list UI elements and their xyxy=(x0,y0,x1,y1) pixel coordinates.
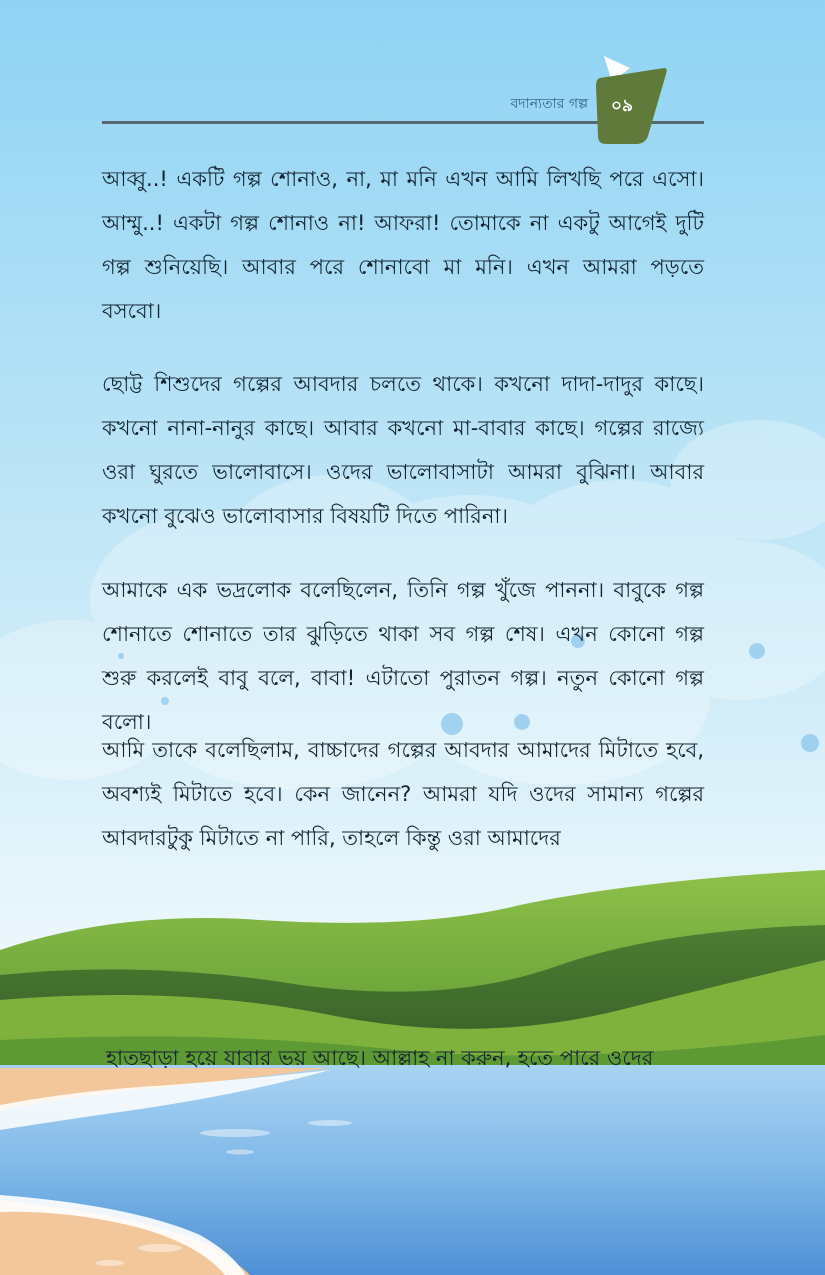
continuation-line: হাতছাড়া হয়ে যাবার ভয় আছে। আল্লাহ না করুন, হতে পারে ওদের xyxy=(106,1046,654,1070)
page-number: ০৯ xyxy=(610,96,634,116)
paragraph-3: আমাকে এক ভদ্রলোক বলেছিলেন, তিনি গল্প খুঁজে পাননা। বাবুকে গল্প শোনাতে শোনাতে তার ঝুড়িতে থাকা সব গল্প শেষ। এখন কোনো গল্প শুরু করলেই বাবু বলে, বাবা! এটাতো পুরাতন গল্প। নতুন কোনো গল্প বলো। xyxy=(102,578,704,734)
paragraph-4: আমি তাকে বলেছিলাম, বাচ্চাদের গল্পের আবদার আমাদের মিটাতে হবে, অবশ্যই মিটাতে হবে। কেন জানেন? আমরা যদি ওদের সামান্য গল্পের আবদারটুকু মিটাতে না পারি, তাহলে কিন্তু ওরা আমাদের xyxy=(102,738,704,850)
running-header-title: বদান্যতার গল্প xyxy=(510,96,588,112)
paragraph-1: আব্বু..! একটি গল্প শোনাও, না, মা মনি এখন আমি লিখছি পরে এসো। আম্মু..! একটা গল্প শোনাও না! আফরা! তোমাকে না একটু আগেই দুটি গল্প শুনিয়েছি। আবার পরে শোনাবো মা মনি। এখন আমরা পড়তে বসবো। xyxy=(102,167,704,323)
paragraph-2: ছোট্ট শিশুদের গল্পের আবদার চলতে থাকে। কখনো দাদা-দাদুর কাছে। কখনো নানা-নানুর কাছে। আবার কখনো মা-বাবার কাছে। গল্পের রাজ্যে ওরা ঘুরতে ভালোবাসে। ওদের ভালোবাসাটা আমরা বুঝিনা। আবার কখনো বুঝেও ভালোবাসার বিষয়টি দিতে পারিনা। xyxy=(102,372,704,528)
